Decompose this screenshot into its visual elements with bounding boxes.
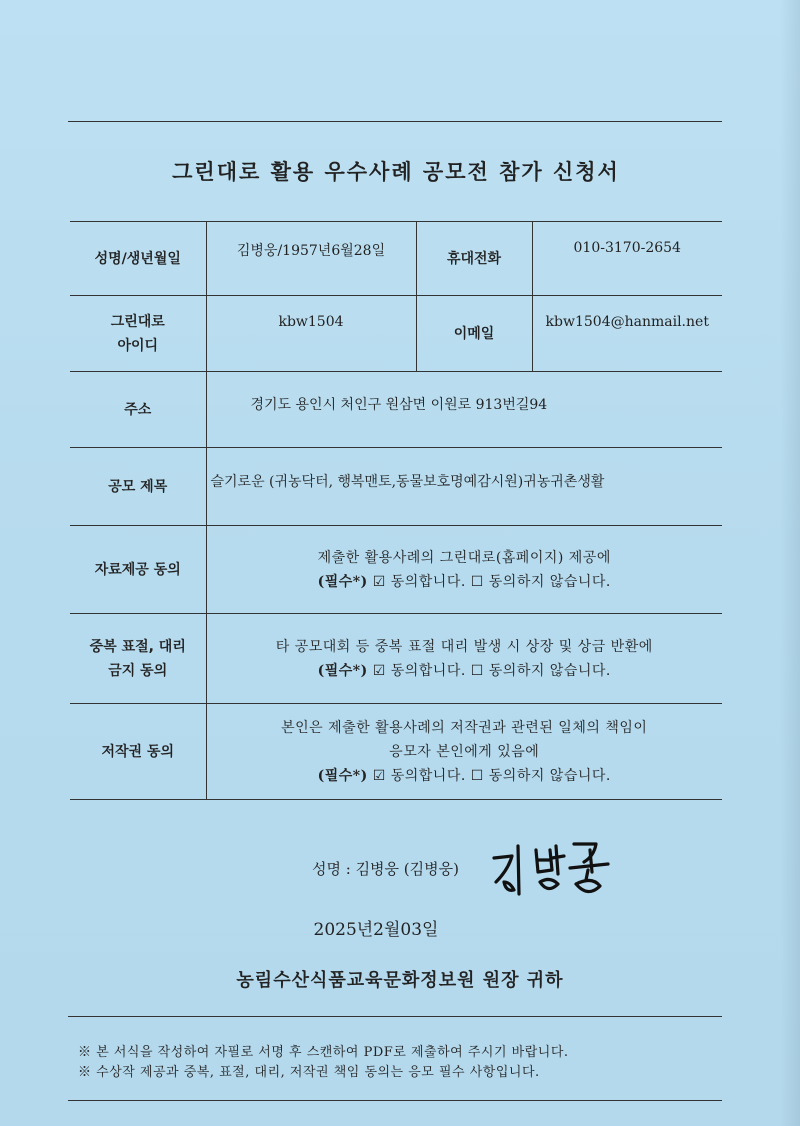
data-consent-label: 자료제공 동의 [70, 526, 206, 614]
copyright-consent-text-1: 본인은 제출한 활용사례의 저작권과 관련된 일체의 책임이 [281, 719, 648, 736]
notes [78, 1043, 569, 1083]
id-value: kbw1504 [206, 296, 416, 372]
disagree-checkbox[interactable]: ☐ [470, 662, 484, 679]
id-label [70, 296, 206, 372]
agree-text: 동의합니다. [390, 767, 466, 784]
copyright-consent-cell [206, 704, 722, 800]
table-row-plagiarism-consent [70, 614, 722, 704]
plagiarism-consent-text: 타 공모대회 등 중복 표절 대리 발생 시 상장 및 상금 반환에 [275, 638, 653, 655]
note-1: ※ 본 서식을 작성하여 자필로 서명 후 스캔하여 PDF로 제출하여 주시기 바랍니다. [78, 1045, 569, 1060]
copyright-consent-text-2: 응모자 본인에게 있음에 [389, 743, 540, 760]
disagree-checkbox[interactable]: ☐ [470, 573, 484, 590]
email-value: kbw1504@hanmail.net [532, 296, 722, 372]
plagiarism-consent-cell [206, 614, 722, 704]
table-row-entry-title [70, 448, 722, 526]
copyright-consent-options [213, 764, 717, 788]
table-row-address [70, 372, 722, 448]
disagree-text: 동의하지 않습니다. [488, 767, 611, 784]
phone-value: 010-3170-2654 [532, 222, 722, 296]
agree-checkbox[interactable]: ☑ [372, 662, 386, 679]
data-consent-text: 제출한 활용사례의 그린대로(홈페이지) 제공에 [317, 549, 611, 566]
name-value: 김병웅/1957년6월28일 [206, 222, 416, 296]
disagree-text: 동의하지 않습니다. [488, 662, 611, 679]
application-date: 2025년2월03일 [313, 920, 439, 940]
entry-title-label: 공모 제목 [70, 448, 206, 526]
signature-label: 성명 : 김병웅 (김병웅) [312, 860, 459, 878]
plagiarism-label-line1: 중복 표절, 대리 [89, 638, 186, 655]
phone-label: 휴대전화 [416, 222, 532, 296]
plagiarism-consent-options [213, 659, 717, 683]
agree-checkbox[interactable]: ☑ [372, 573, 386, 590]
top-rule [68, 121, 722, 122]
bottom-rule [68, 1100, 722, 1101]
required-mark: (필수*) [317, 767, 368, 784]
disagree-text: 동의하지 않습니다. [488, 573, 611, 590]
copyright-label: 저작권 동의 [70, 704, 206, 800]
required-mark: (필수*) [317, 662, 368, 679]
address-label: 주소 [70, 372, 206, 448]
address-value: 경기도 용인시 처인구 원삼면 이원로 913번길94 [206, 372, 722, 448]
application-table [70, 221, 722, 800]
page-shadow [780, 0, 800, 1126]
handwritten-signature [488, 836, 618, 902]
table-row-id [70, 296, 722, 372]
disagree-checkbox[interactable]: ☐ [470, 767, 484, 784]
note-2: ※ 수상작 제공과 중복, 표절, 대리, 저작권 책임 동의는 응모 필수 사항입니다. [78, 1065, 540, 1080]
agree-text: 동의합니다. [390, 662, 466, 679]
id-label-line2: 아이디 [117, 337, 159, 354]
data-consent-options [213, 570, 717, 594]
agree-checkbox[interactable]: ☑ [372, 767, 386, 784]
entry-title-value: 슬기로운 (귀농닥터, 행복맨토,동물보호명예감시원)귀농귀촌생활 [206, 448, 722, 526]
notes-top-rule [68, 1016, 722, 1017]
agree-text: 동의합니다. [390, 573, 466, 590]
plagiarism-label-line2: 금지 동의 [108, 662, 168, 679]
id-label-line1: 그린대로 [110, 313, 165, 330]
table-row-data-consent [70, 526, 722, 614]
required-mark: (필수*) [317, 573, 368, 590]
table-row-copyright-consent [70, 704, 722, 800]
form-title: 그린대로 활용 우수사례 공모전 참가 신청서 [172, 160, 620, 184]
data-consent-cell [206, 526, 722, 614]
email-label: 이메일 [416, 296, 532, 372]
table-row-name [70, 222, 722, 296]
plagiarism-label [70, 614, 206, 704]
name-label: 성명/생년월일 [70, 222, 206, 296]
recipient: 농림수산식품교육문화정보원 원장 귀하 [236, 970, 564, 991]
